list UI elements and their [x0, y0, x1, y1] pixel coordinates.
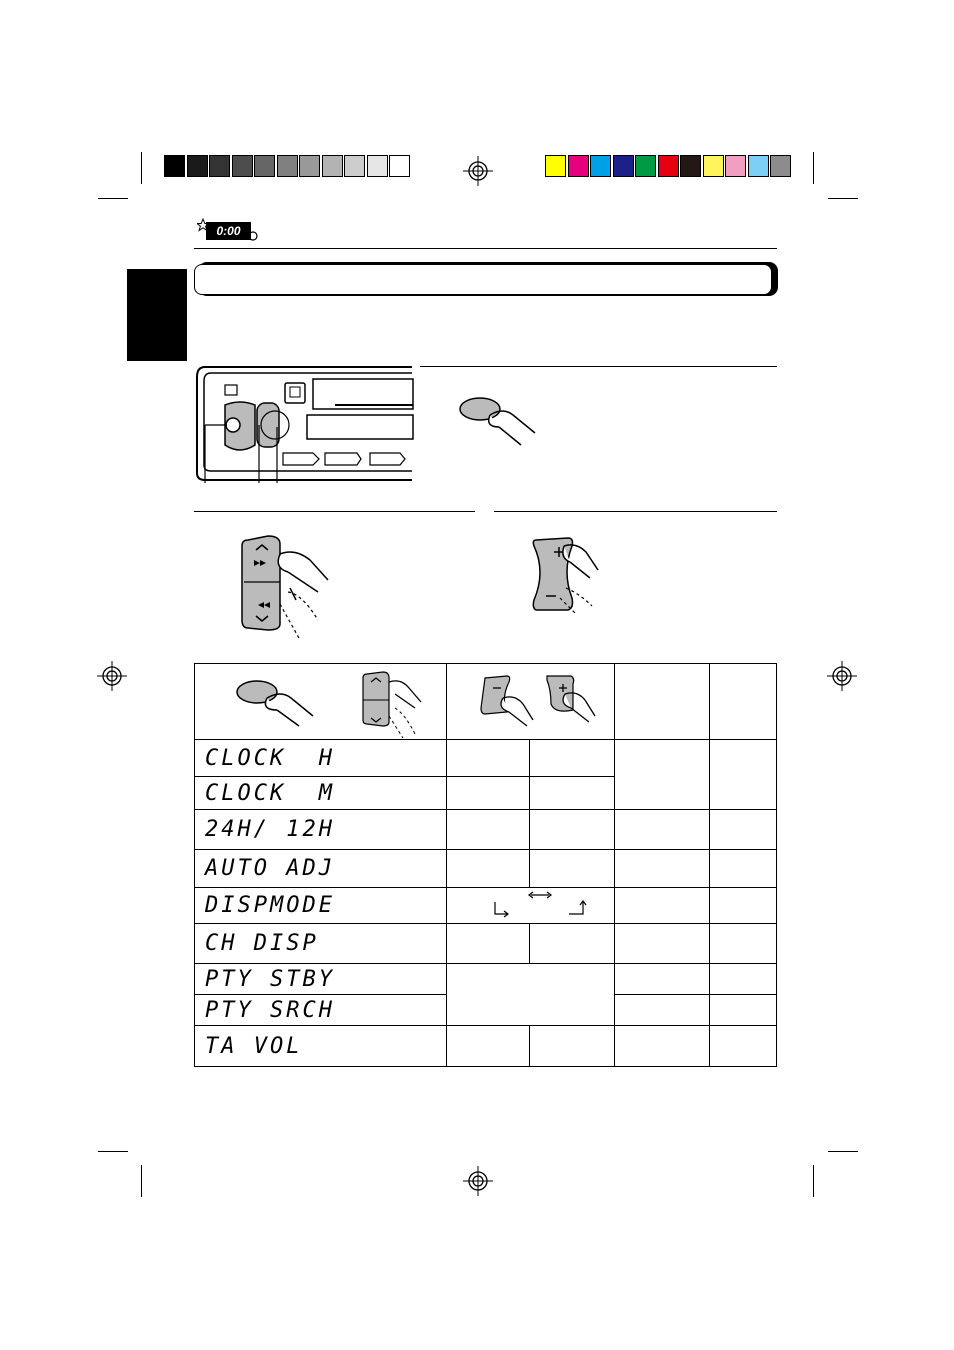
lcd-label: CLOCK M — [205, 780, 335, 806]
registration-target-icon — [463, 1166, 493, 1196]
color-swatch — [703, 155, 724, 177]
header-cell-blank — [710, 664, 777, 740]
color-swatch — [232, 155, 253, 177]
table-row — [195, 777, 447, 810]
crop-mark — [813, 1165, 814, 1197]
registration-target-icon — [97, 661, 127, 691]
lcd-label: PTY STBY — [205, 966, 335, 992]
table-row — [195, 924, 447, 964]
header-cell-adjust — [446, 664, 615, 740]
color-swatch — [164, 155, 185, 177]
color-swatch — [344, 155, 365, 177]
table-row — [195, 1026, 447, 1067]
crop-mark — [98, 1151, 128, 1152]
clock-display: 0:00 — [206, 222, 251, 240]
color-swatch — [389, 155, 410, 177]
color-swatch — [613, 155, 634, 177]
table-row — [195, 810, 447, 850]
language-tab — [127, 269, 187, 361]
color-swatch — [277, 155, 298, 177]
header-cell-blank — [615, 664, 710, 740]
color-swatch — [725, 155, 746, 177]
table-row — [195, 850, 447, 888]
car-stereo-faceplate-icon — [195, 365, 415, 485]
registration-target-icon — [827, 661, 857, 691]
lcd-label: CH DISP — [205, 931, 319, 956]
crop-mark — [828, 198, 858, 199]
color-swatch — [254, 155, 275, 177]
table-row — [195, 888, 447, 924]
settings-table — [194, 663, 777, 1067]
cycle-arrows-cell — [446, 888, 615, 924]
header-rule — [194, 248, 777, 249]
color-swatch — [367, 155, 388, 177]
table-row — [195, 740, 447, 777]
color-swatch — [680, 155, 701, 177]
color-swatch — [209, 155, 230, 177]
table-row — [195, 995, 447, 1026]
crop-mark — [813, 152, 814, 184]
color-swatch — [770, 155, 791, 177]
lcd-label: CLOCK H — [205, 745, 335, 771]
color-swatch — [590, 155, 611, 177]
crop-mark — [828, 1151, 858, 1152]
select-and-up-down-icon — [195, 664, 445, 738]
crop-mark — [98, 198, 128, 199]
title-bar — [194, 264, 772, 295]
color-swatch — [187, 155, 208, 177]
minus-plus-buttons-icon — [447, 664, 615, 738]
section-rule — [420, 366, 777, 367]
section-rule — [494, 511, 777, 512]
press-select-button-icon — [455, 393, 545, 448]
section-rule — [194, 511, 475, 512]
cycle-arrows-icon — [447, 888, 615, 922]
lcd-label: TA VOL — [205, 1033, 303, 1059]
crop-mark — [141, 152, 142, 184]
color-swatch — [322, 155, 343, 177]
color-swatch — [748, 155, 769, 177]
crop-mark — [141, 1165, 142, 1197]
lcd-label: 24H/ 12H — [205, 817, 335, 842]
lcd-label: PTY SRCH — [205, 997, 335, 1023]
header-cell-select — [195, 664, 447, 740]
color-swatch — [635, 155, 656, 177]
color-swatch — [658, 155, 679, 177]
table-row — [195, 964, 447, 995]
color-swatch — [299, 155, 320, 177]
color-swatch — [545, 155, 566, 177]
color-swatch — [568, 155, 589, 177]
press-up-down-button-icon — [240, 532, 335, 647]
registration-target-icon — [463, 156, 493, 186]
lcd-label: AUTO ADJ — [205, 856, 335, 881]
lcd-label: DISPMODE — [205, 893, 335, 918]
press-plus-minus-button-icon — [530, 532, 610, 617]
